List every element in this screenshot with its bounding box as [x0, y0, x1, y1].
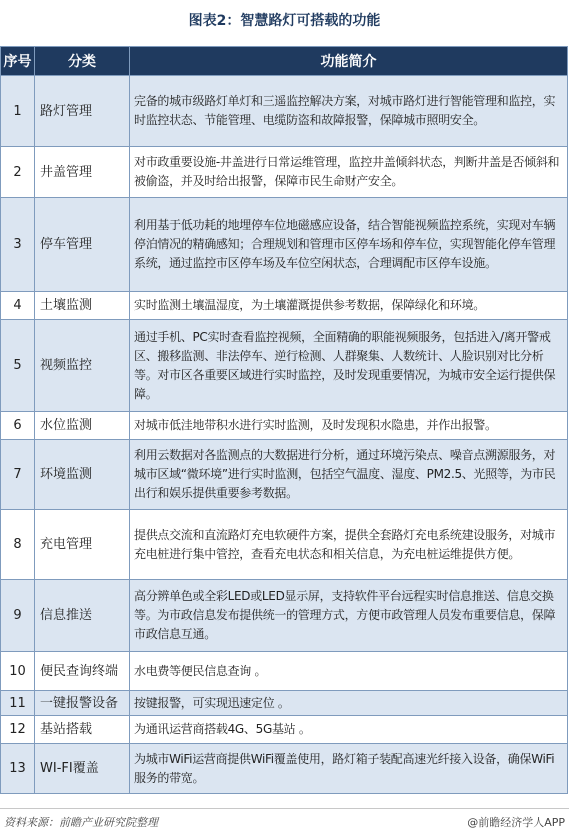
row-description: 利用云数据对各监测点的大数据进行分析，通过环境污染点、噪音点溯源服务，对城市区域“微环境”进行实时监测，包括空气温度、湿度、PM2.5、光照等，为市民出行和娱乐提供重要参考数据。: [130, 440, 568, 510]
row-category: 土壤监测: [35, 292, 130, 320]
row-description: 水电费等便民信息查询 。: [130, 652, 568, 691]
row-category: 信息推送: [35, 580, 130, 652]
table-row: [1, 691, 568, 716]
table-title: 图表2：智慧路灯可搭载的功能: [188, 13, 381, 29]
header-number: 序号: [1, 47, 35, 76]
row-description: 利用基于低功耗的地埋停车位地磁感应设备，结合智能视频监控系统，实现对车辆停泊情况的精确感知；合理规划和管理市区停车场和停车位，实现智能化停车管理系统，通过监控市区停车场及车位空闲状态，合理调配市区停车设施。: [130, 198, 568, 292]
row-description: 高分辨单色或全彩LED或LED显示屏，支持软件平台远程实时信息推送、信息交换等。为市政信息发布提供统一的管理方式，方便市政管理人员发布重要信息，保障市政信息互通。: [130, 580, 568, 652]
brand-watermark: @前瞻经济学人APP: [467, 816, 565, 829]
row-number: 4: [1, 292, 35, 320]
table-row: [1, 580, 568, 652]
table-row: [1, 412, 568, 440]
row-description: 实时监测土壤温湿度，为土壤灌溉提供参考数据，保障绿化和环境。: [130, 292, 568, 320]
table-row: [1, 510, 568, 580]
row-category: 充电管理: [35, 510, 130, 580]
source-note: 资料来源：前瞻产业研究院整理: [4, 816, 158, 829]
row-description: 对城市低洼地带积水进行实时监测，及时发现积水隐患，并作出报警。: [130, 412, 568, 440]
row-number: 10: [1, 652, 35, 691]
row-description: 通过手机、PC实时查看监控视频，全面精确的职能视频服务，包括进入/离开警戒区、搬移监测、非法停车、逆行检测、人群聚集、人数统计、人脸识别对比分析等。对市区各重要区域进行实时监控，及时发现重要情况，为城市安全运行提供保障。: [130, 320, 568, 412]
row-category: WI-FI覆盖: [35, 744, 130, 794]
table-row: [1, 744, 568, 794]
row-description: 为城市WiFi运营商提供WiFi覆盖使用，路灯箱子装配高速光纤接入设备，确保WiFi服务的带宽。: [130, 744, 568, 794]
footer: [0, 808, 569, 831]
row-category: 便民查询终端: [35, 652, 130, 691]
row-number: 11: [1, 691, 35, 716]
row-number: 7: [1, 440, 35, 510]
header-category: 分类: [35, 47, 130, 76]
table-row: [1, 652, 568, 691]
table-row: [1, 292, 568, 320]
row-number: 6: [1, 412, 35, 440]
row-number: 3: [1, 198, 35, 292]
row-description: 按键报警，可实现迅速定位 。: [130, 691, 568, 716]
table-row: [1, 76, 568, 147]
table-row: [1, 320, 568, 412]
row-category: 环境监测: [35, 440, 130, 510]
row-number: 12: [1, 716, 35, 744]
row-description: 为通讯运营商搭载4G、5G基站 。: [130, 716, 568, 744]
table-row: [1, 198, 568, 292]
row-number: 2: [1, 147, 35, 198]
table-row: [1, 147, 568, 198]
row-number: 13: [1, 744, 35, 794]
row-description: 完备的城市级路灯单灯和三遥监控解决方案，对城市路灯进行智能管理和监控，实时监控状态、节能管理、电缆防盗和故障报警，保障城市照明安全。: [130, 76, 568, 147]
row-number: 1: [1, 76, 35, 147]
row-category: 路灯管理: [35, 76, 130, 147]
row-number: 8: [1, 510, 35, 580]
table-row: [1, 716, 568, 744]
row-category: 水位监测: [35, 412, 130, 440]
row-category: 停车管理: [35, 198, 130, 292]
row-category: 基站搭载: [35, 716, 130, 744]
header-description: 功能简介: [130, 47, 568, 76]
row-number: 9: [1, 580, 35, 652]
table-row: [1, 440, 568, 510]
row-category: 视频监控: [35, 320, 130, 412]
row-number: 5: [1, 320, 35, 412]
function-table: [0, 46, 568, 794]
row-category: 井盖管理: [35, 147, 130, 198]
row-description: 对市政重要设施-井盖进行日常运维管理，监控井盖倾斜状态，判断井盖是否倾斜和被偷盗，并及时给出报警，保障市民生命财产安全。: [130, 147, 568, 198]
row-description: 提供点交流和直流路灯充电软硬件方案，提供全套路灯充电系统建设服务，对城市充电桩进行集中管控，查看充电状态和相关信息，为充电桩运维提供方便。: [130, 510, 568, 580]
header-row: [1, 47, 568, 76]
row-category: 一键报警设备: [35, 691, 130, 716]
